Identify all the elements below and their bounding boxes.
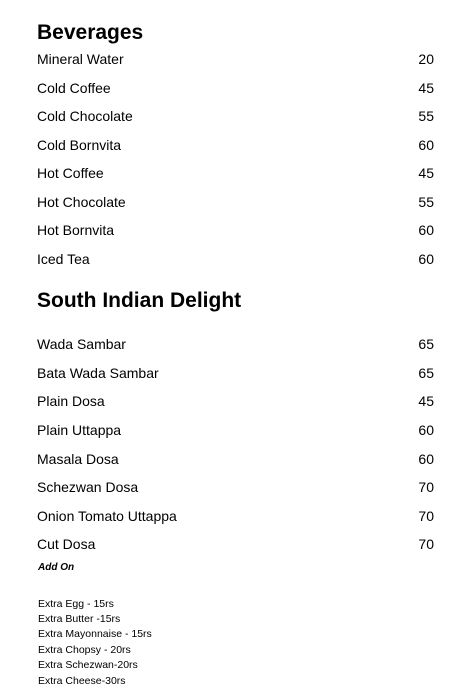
menu-item bbox=[37, 449, 434, 469]
item-name: Wada Sambar bbox=[37, 336, 126, 352]
menu-item bbox=[37, 477, 434, 497]
item-price: 55 bbox=[418, 108, 434, 124]
item-name: Onion Tomato Uttappa bbox=[37, 508, 177, 524]
item-name: Masala Dosa bbox=[37, 451, 119, 467]
item-price: 65 bbox=[418, 336, 434, 352]
menu-item bbox=[37, 249, 434, 269]
item-name: Hot Coffee bbox=[37, 165, 104, 181]
item-name: Mineral Water bbox=[37, 51, 124, 67]
menu-item bbox=[37, 135, 434, 155]
item-price: 60 bbox=[418, 137, 434, 153]
item-price: 20 bbox=[418, 51, 434, 67]
menu-item bbox=[37, 220, 434, 240]
menu-item bbox=[37, 78, 434, 98]
extra-item: Extra Schezwan-20rs bbox=[38, 659, 138, 671]
item-price: 60 bbox=[418, 451, 434, 467]
extra-item: Extra Cheese-30rs bbox=[38, 675, 126, 687]
item-price: 70 bbox=[418, 508, 434, 524]
extra-item: Extra Egg - 15rs bbox=[38, 598, 114, 610]
item-name: Plain Dosa bbox=[37, 393, 105, 409]
item-price: 60 bbox=[418, 222, 434, 238]
item-price: 60 bbox=[418, 251, 434, 267]
item-name: Iced Tea bbox=[37, 251, 90, 267]
menu-item bbox=[37, 334, 434, 354]
item-price: 55 bbox=[418, 194, 434, 210]
menu-item bbox=[37, 534, 434, 554]
menu-item bbox=[37, 391, 434, 411]
item-name: Cold Coffee bbox=[37, 80, 111, 96]
add-on-heading: Add On bbox=[38, 562, 75, 573]
beverages-heading: Beverages bbox=[37, 21, 144, 44]
extra-item: Extra Chopsy - 20rs bbox=[38, 644, 131, 656]
item-price: 65 bbox=[418, 365, 434, 381]
menu-item bbox=[37, 363, 434, 383]
item-name: Cut Dosa bbox=[37, 536, 96, 552]
item-price: 45 bbox=[418, 165, 434, 181]
extra-item: Extra Mayonnaise - 15rs bbox=[38, 628, 152, 640]
menu-item bbox=[37, 420, 434, 440]
menu-item bbox=[37, 49, 434, 69]
item-name: Plain Uttappa bbox=[37, 422, 122, 438]
menu-item bbox=[37, 106, 434, 126]
item-name: Hot Chocolate bbox=[37, 194, 126, 210]
item-price: 45 bbox=[418, 393, 434, 409]
extra-item: Extra Butter -15rs bbox=[38, 613, 121, 625]
south-indian-heading: South Indian Delight bbox=[37, 289, 242, 312]
item-price: 45 bbox=[418, 80, 434, 96]
item-name: Cold Chocolate bbox=[37, 108, 133, 124]
item-name: Hot Bornvita bbox=[37, 222, 115, 238]
item-name: Schezwan Dosa bbox=[37, 479, 139, 495]
item-price: 70 bbox=[418, 536, 434, 552]
menu-item bbox=[37, 192, 434, 212]
item-name: Bata Wada Sambar bbox=[37, 365, 159, 381]
menu-item bbox=[37, 163, 434, 183]
item-name: Cold Bornvita bbox=[37, 137, 122, 153]
menu-item bbox=[37, 506, 434, 526]
item-price: 70 bbox=[418, 479, 434, 495]
item-price: 60 bbox=[418, 422, 434, 438]
